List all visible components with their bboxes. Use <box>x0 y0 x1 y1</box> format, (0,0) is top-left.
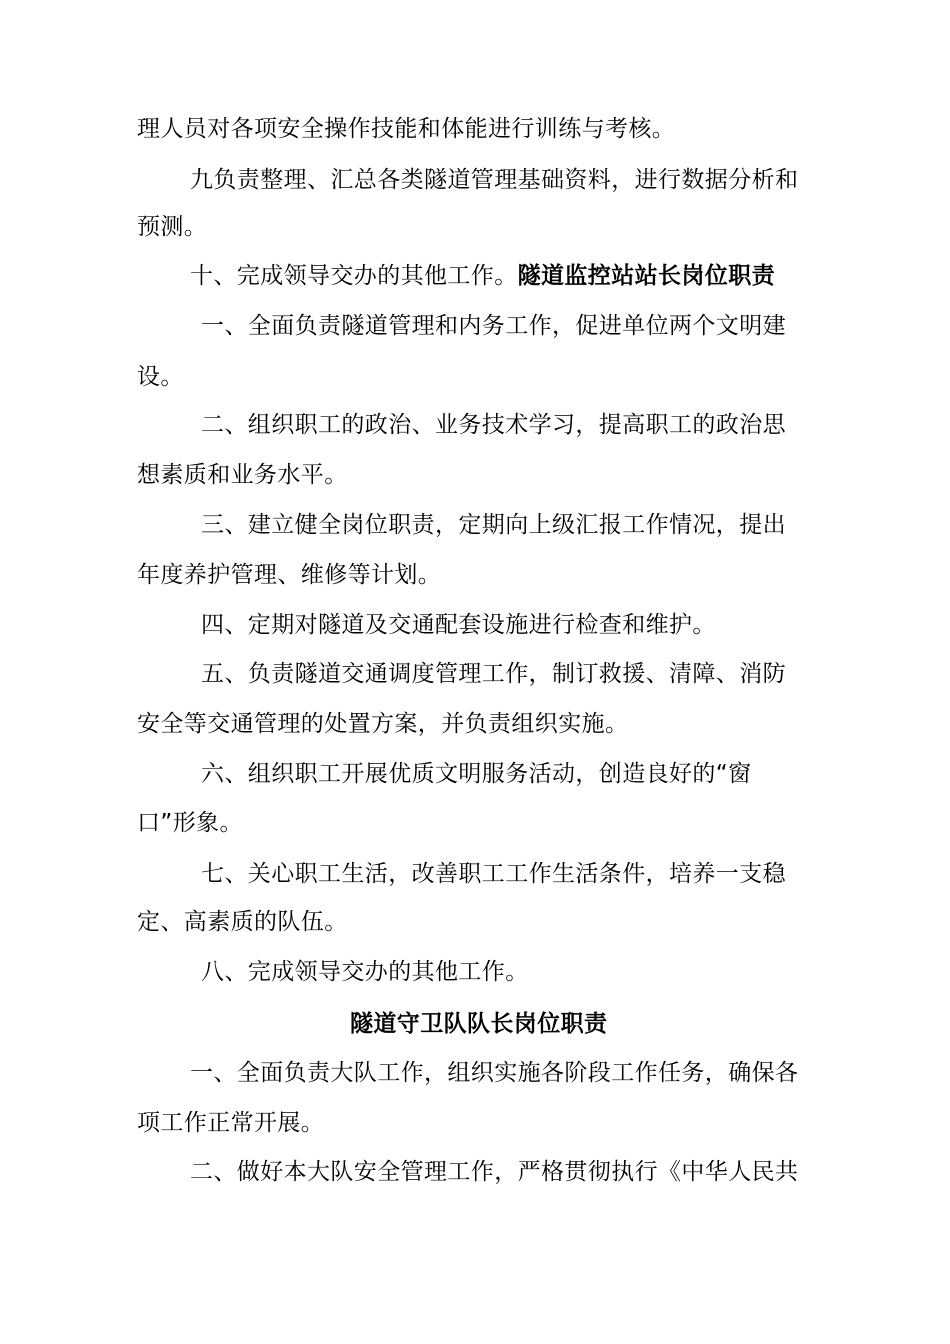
body-text-line: 一、全面负责大队工作，组织实施各阶段工作任务，确保各 <box>190 1060 799 1086</box>
body-text-line: 九负责整理、汇总各类隧道管理基础资料，进行数据分析和 <box>190 167 799 193</box>
body-text-line <box>190 261 775 291</box>
body-text-line: 六、组织职工开展优质文明服务活动，创造良好的“窗 <box>201 761 752 787</box>
body-text-line: 七、关心职工生活，改善职工工作生活条件，培养一支稳 <box>201 861 786 887</box>
body-text-line: 二、做好本大队安全管理工作，严格贯彻执行《中华人民共 <box>190 1159 799 1185</box>
body-text-line: 项工作正常开展。 <box>137 1110 325 1136</box>
body-text-line: 三、建立健全岗位职责，定期向上级汇报工作情况，提出 <box>201 512 786 538</box>
body-text-line: 口”形象。 <box>137 810 243 836</box>
body-text-line: 理人员对各项安全操作技能和体能进行训练与考核。 <box>137 116 676 142</box>
section-heading: 隧道监控站站长岗位职责 <box>517 263 776 289</box>
body-text-line: 年度养护管理、维修等计划。 <box>137 562 442 588</box>
section-heading: 隧道守卫队队长岗位职责 <box>350 1011 608 1037</box>
body-text-line: 一、全面负责隧道管理和内务工作，促进单位两个文明建 <box>201 313 786 339</box>
body-text-line: 八、完成领导交办的其他工作。 <box>201 959 529 985</box>
body-text-line: 安全等交通管理的处置方案，并负责组织实施。 <box>137 711 629 737</box>
body-text-line: 四、定期对隧道及交通配套设施进行检查和维护。 <box>201 612 716 638</box>
body-text-line: 五、负责隧道交通调度管理工作，制订救援、清障、消防 <box>201 661 786 687</box>
body-text-line: 二、组织职工的政治、业务技术学习，提高职工的政治思 <box>201 412 786 438</box>
body-text-line: 预测。 <box>137 214 208 240</box>
body-text-line: 想素质和业务水平。 <box>137 462 348 488</box>
body-text-line: 定、高素质的队伍。 <box>137 909 348 935</box>
body-text-line: 设。 <box>137 364 184 390</box>
inline-text: 十、完成领导交办的其他工作。 <box>190 263 518 289</box>
